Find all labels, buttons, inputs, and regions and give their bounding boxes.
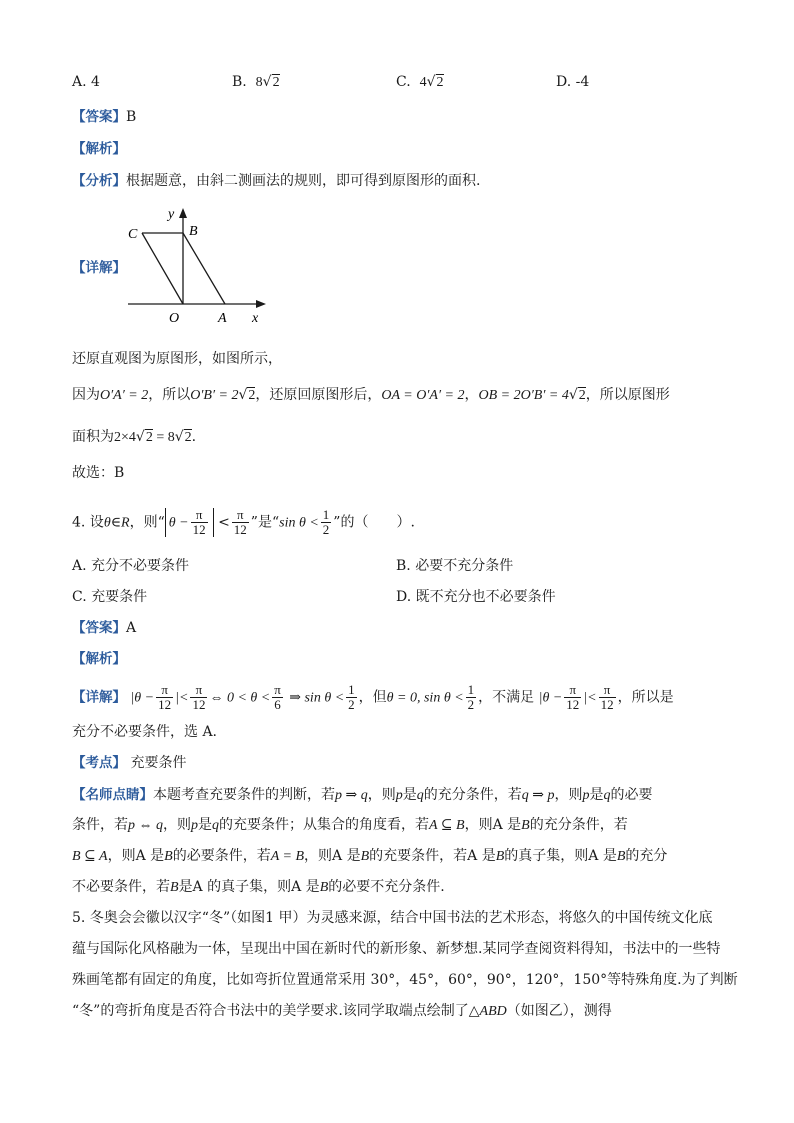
segment-co [142,233,183,304]
label-b: B [189,224,198,239]
q4-answer: 【答案】A [72,620,137,636]
label-c: C [128,227,138,242]
q3-figure [120,198,280,328]
q4-option-d: D. 既不充分也不必要条件 [396,589,556,605]
y-axis-arrow [179,208,187,218]
q5-line4: “冬”的弯折角度是否符合书法中的美学要求.该同学取端点绘制了△ABD（如图乙），测得 [72,1003,612,1019]
q4-option-a: A. 充分不必要条件 [72,558,190,574]
q3-restore: 还原直观图为原图形，如图所示， [72,351,282,367]
q5-line2: 蕴与国际化风格融为一体，呈现出中国在新时代的新形象、新梦想.某同学查阅资料得知，书法中的一些特 [72,941,721,957]
q4-stem: 4. 设θ∈R，则“ θ − $\frac{\pi}{12}$ < $\frac{\pi}{12}$ ”是“sin θ < $\frac{1}{2}$ ”的（ ）. [72,507,415,537]
label-a: A [218,311,227,326]
q3-answer: 【答案】B [72,109,137,125]
q4-detail-line2: 充分不必要条件，选 A. [72,724,218,740]
q4-teacher-1: 【名师点睛】本题考查充要条件的判断，若p ⇒ q，则p是q的充分条件，若q ⇒ p，则p是q的必要 [72,787,653,803]
q3-line3: 面积为2×4√2 = 8√2. [72,429,197,445]
option-a: A. 4 [72,74,100,90]
q4-teacher-4: 不必要条件，若B是A 的真子集，则A 是B的必要不充分条件. [72,879,445,895]
q3-choose: 故选：B [72,465,125,481]
q4-kaodian: 【考点】 充要条件 [72,755,187,771]
option-b: B. 8√2 [232,74,280,90]
segment-ba [183,233,225,304]
q4-option-c: C. 充要条件 [72,589,148,605]
q5-line3: 殊画笔都有固定的角度，比如弯折位置通常采用 30°，45°，60°，90°，120°，150°等特殊角度.为了判断 [72,972,738,988]
q5-line1: 5. 冬奥会会徽以汉字“冬”（如图1 甲）为灵感来源，结合中国书法的艺术形态，将悠久的中国传统文化底 [72,910,713,926]
q4-option-b: B. 必要不充分条件 [396,558,514,574]
q3-detail-tag: 【详解】 [72,260,126,276]
label-y: y [168,207,175,222]
x-axis-arrow [256,300,266,308]
option-c: C. 4√2 [396,74,444,90]
q3-analysis-tag: 【解析】 [72,141,126,157]
label-o: O [169,311,180,326]
q4-teacher-2: 条件，若p ⇔ q，则p是q的充要条件；从集合的角度看，若A ⊆ B，则A 是B的充分条件，若 [72,817,628,833]
option-d: D. -4 [556,74,590,90]
q4-teacher-3: B ⊆ A，则A 是B的必要条件，若A = B，则A 是B的充要条件，若A 是B的真子集，则A 是B的充分 [72,848,668,864]
q3-line2: 因为O′A′ = 2，所以O′B′ = 2√2，还原回原图形后，OA = O′A′ = 2，OB = 2O′B′ = 4√2，所以原图形 [72,387,670,403]
label-x: x [252,311,259,326]
q3-fenxi: 【分析】根据题意，由斜二测画法的规则，即可得到原图形的面积. [72,173,481,189]
q4-detail: 【详解】 |θ − $\frac{\pi}{12}$ |< $\frac{\pi}{12}$ ⇔ 0 < θ < $\frac{\pi}{6}$ ⇒ sin θ < $\frac{1}{2}$ ，但θ = 0, sin θ < $\frac{1}{2}$ ，不满足 |θ − $\frac{\pi}{12}$ |< $\frac{\pi}{12}$ ，所以是 [72,682,674,712]
q4-analysis-tag: 【解析】 [72,651,126,667]
